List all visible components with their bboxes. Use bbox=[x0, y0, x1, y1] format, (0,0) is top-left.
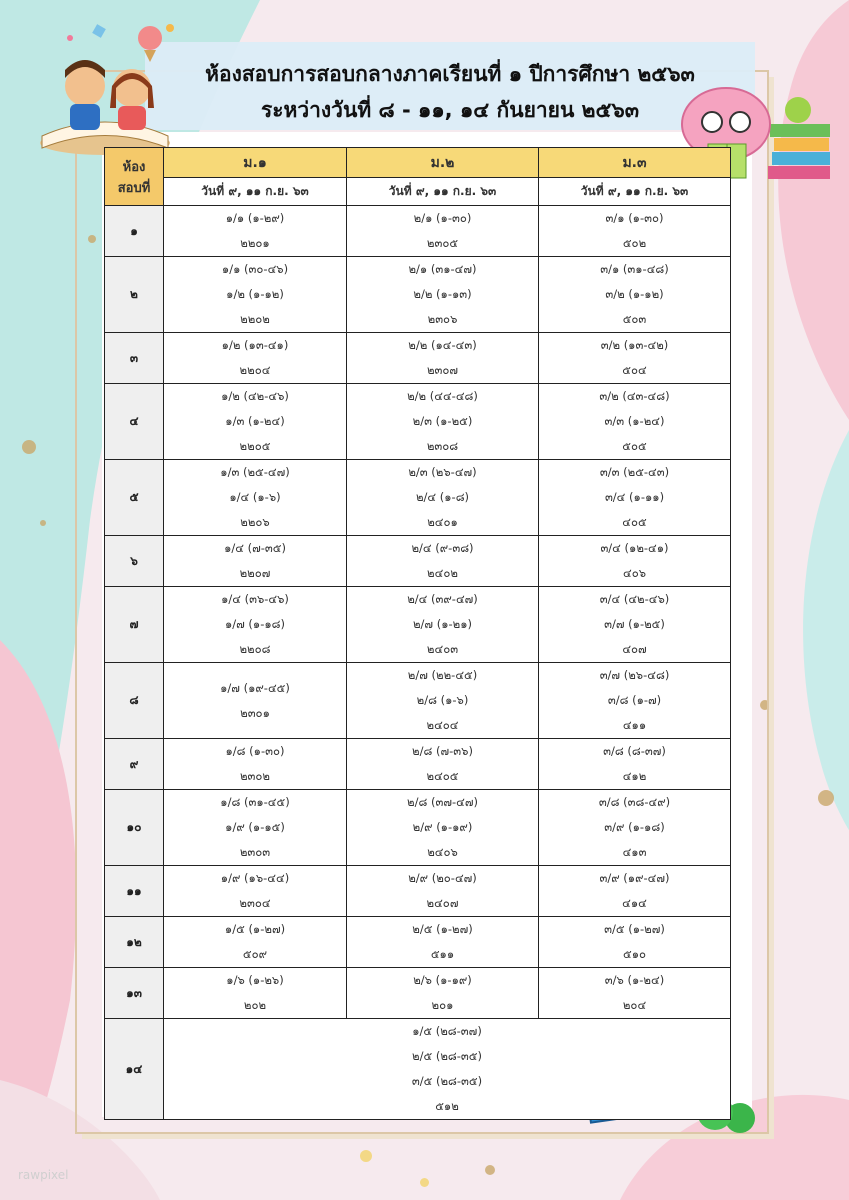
cell-line: ๒๐๑ bbox=[431, 998, 454, 1012]
exam-cell bbox=[347, 739, 539, 790]
table-row bbox=[105, 333, 731, 384]
exam-cell bbox=[164, 739, 347, 790]
exam-cell bbox=[347, 917, 539, 968]
exam-cell bbox=[164, 663, 347, 739]
table-row bbox=[105, 866, 731, 917]
cell-line: ๒/๔ (๑-๘) bbox=[415, 490, 470, 504]
exam-cell bbox=[347, 333, 539, 384]
cell-line: ๓/๔ (๔๒-๔๖) bbox=[599, 592, 670, 606]
cell-line: ๒๓๐๕ bbox=[426, 236, 459, 250]
cell-line: ๒/๑ (๑-๓๐) bbox=[413, 211, 472, 225]
cell-line: ๒๔๐๕ bbox=[426, 769, 459, 783]
cell-line: ๑/๑ (๓๐-๔๖) bbox=[221, 262, 289, 276]
exam-cell bbox=[164, 384, 347, 460]
exam-cell bbox=[347, 968, 539, 1019]
room-number: ๑๐ bbox=[105, 790, 164, 866]
cell-line: ๓/๔ (๑๒-๔๑) bbox=[600, 541, 669, 555]
table-row bbox=[105, 663, 731, 739]
cell-line: ๓/๒ (๔๓-๔๘) bbox=[599, 389, 670, 403]
cell-line: ๓/๔ (๑-๑๑) bbox=[604, 490, 665, 504]
room-number: ๔ bbox=[105, 384, 164, 460]
cell-line: ๒๔๐๔ bbox=[426, 718, 459, 732]
exam-cell bbox=[539, 790, 731, 866]
exam-cell bbox=[164, 257, 347, 333]
cell-line: ๒๒๐๖ bbox=[240, 515, 270, 529]
cell-line: ๒/๒ (๑-๑๓) bbox=[413, 287, 472, 301]
cell-line: ๑/๙ (๑-๑๕) bbox=[225, 820, 285, 834]
cell-line: ๒/๑ (๓๑-๔๗) bbox=[408, 262, 477, 276]
exam-cell bbox=[164, 333, 347, 384]
room-number: ๓ bbox=[105, 333, 164, 384]
cell-line: ๓/๕ (๒๘-๓๕) bbox=[411, 1074, 483, 1088]
exam-cell bbox=[347, 790, 539, 866]
cell-line: ๒๐๒ bbox=[243, 998, 267, 1012]
room-number: ๑ bbox=[105, 206, 164, 257]
exam-cell bbox=[539, 460, 731, 536]
exam-cell bbox=[164, 917, 347, 968]
cell-line: ๔๑๑ bbox=[622, 718, 647, 732]
cell-line: ๕๐๓ bbox=[622, 312, 647, 326]
cell-line: ๒๔๐๖ bbox=[427, 845, 458, 859]
grade-header-m1: ม.๑ bbox=[164, 148, 347, 178]
exam-cell bbox=[539, 536, 731, 587]
page-title: ห้องสอบการสอบกลางภาคเรียนที่ ๑ ปีการศึกษา ๒๕๖๓ bbox=[205, 62, 695, 86]
table-row bbox=[105, 739, 731, 790]
room-header-line1: ห้อง bbox=[122, 159, 146, 175]
table-row bbox=[105, 968, 731, 1019]
cell-line: ๒/๗ (๑-๒๑) bbox=[412, 617, 473, 631]
cell-line: ๒๓๐๒ bbox=[239, 769, 271, 783]
exam-cell bbox=[539, 739, 731, 790]
exam-cell bbox=[164, 968, 347, 1019]
cell-line: ๓/๗ (๒๖-๔๘) bbox=[599, 668, 670, 682]
cell-line: ๑/๔ (๓๖-๔๖) bbox=[221, 592, 289, 606]
cell-line: ๒๒๐๔ bbox=[239, 363, 271, 377]
exam-cell bbox=[164, 587, 347, 663]
cell-line: ๒/๕ (๒๘-๓๕) bbox=[412, 1049, 482, 1063]
date-header-m1: วันที่ ๙, ๑๑ ก.ย. ๖๓ bbox=[164, 178, 347, 206]
cell-line: ๒๒๐๑ bbox=[240, 236, 270, 250]
cell-line: ๑/๑ (๑-๒๙) bbox=[225, 211, 285, 225]
watermark: rawpixel bbox=[18, 1168, 69, 1182]
room-header-line2: สอบที่ bbox=[117, 180, 151, 196]
exam-room-table bbox=[104, 147, 731, 1120]
cell-line: ๒/๘ (๓๗-๔๗) bbox=[407, 795, 478, 809]
cell-line: ๓/๗ (๑-๒๕) bbox=[604, 617, 665, 631]
date-header-m2: วันที่ ๙, ๑๑ ก.ย. ๖๓ bbox=[347, 178, 539, 206]
cell-line: ๓/๙ (๑-๑๘) bbox=[604, 820, 665, 834]
exam-cell bbox=[347, 384, 539, 460]
cell-line: ๓/๑ (๑-๓๐) bbox=[605, 211, 664, 225]
exam-cell bbox=[539, 917, 731, 968]
exam-cell bbox=[347, 587, 539, 663]
exam-cell bbox=[164, 790, 347, 866]
cell-line: ๕๐๙ bbox=[242, 947, 268, 961]
table-row bbox=[105, 384, 731, 460]
cell-line: ๑/๕ (๑-๒๗) bbox=[224, 922, 286, 936]
exam-cell bbox=[539, 968, 731, 1019]
room-number: ๑๔ bbox=[105, 1019, 164, 1120]
cell-line: ๑/๗ (๑๙-๔๕) bbox=[220, 680, 290, 695]
exam-cell bbox=[539, 257, 731, 333]
cell-line: ๒/๕ (๑-๒๗) bbox=[412, 922, 473, 936]
cell-line: ๒/๔ (๙-๓๘) bbox=[411, 541, 474, 555]
cell-line: ๕๐๔ bbox=[622, 363, 647, 377]
cell-line: ๒๓๐๖ bbox=[427, 312, 458, 326]
cell-line: ๒/๓ (๒๖-๔๗) bbox=[408, 465, 477, 479]
exam-cell bbox=[539, 587, 731, 663]
table-row bbox=[105, 917, 731, 968]
kids-reading-illustration bbox=[30, 8, 180, 158]
cell-line: ๓/๘ (๑-๗) bbox=[607, 693, 662, 707]
cell-line: ๓/๓ (๑-๒๔) bbox=[604, 414, 665, 428]
exam-cell bbox=[539, 206, 731, 257]
exam-cell bbox=[539, 384, 731, 460]
cell-line: ๑/๒ (๑๓-๔๑) bbox=[221, 338, 289, 352]
table-row bbox=[105, 587, 731, 663]
cell-line: ๑/๘ (๑-๓๐) bbox=[225, 744, 285, 758]
cell-line: ๒/๒ (๔๔-๔๘) bbox=[407, 389, 478, 403]
cell-line: ๒๔๐๑ bbox=[427, 515, 458, 529]
cell-line: ๒๔๐๓ bbox=[426, 642, 459, 656]
cell-line: ๑/๒ (๔๒-๔๖) bbox=[221, 389, 289, 403]
cell-line: ๑/๙ (๑๖-๔๔) bbox=[220, 871, 290, 885]
cell-line: ๕๐๒ bbox=[622, 236, 647, 250]
cell-line: ๑/๖ (๑-๒๖) bbox=[226, 973, 284, 987]
exam-cell bbox=[539, 663, 731, 739]
exam-cell bbox=[347, 460, 539, 536]
cell-line: ๒/๒ (๑๔-๔๓) bbox=[408, 338, 477, 352]
room-header bbox=[105, 148, 164, 206]
cell-line: ๓/๘ (๓๘-๔๙) bbox=[598, 795, 671, 809]
cell-line: ๒/๘ (๑-๖) bbox=[416, 693, 469, 707]
cell-line: ๒๓๐๓ bbox=[239, 845, 271, 859]
cell-line: ๑/๔ (๑-๖) bbox=[229, 490, 281, 504]
cell-line: ๒/๔ (๓๙-๔๗) bbox=[407, 592, 478, 606]
cell-line: ๒/๖ (๑-๑๙) bbox=[413, 973, 472, 987]
room-number: ๒ bbox=[105, 257, 164, 333]
cell-line: ๒๓๐๔ bbox=[239, 896, 271, 910]
cell-line: ๒/๓ (๑-๒๕) bbox=[412, 414, 473, 428]
table-row bbox=[105, 790, 731, 866]
exam-cell bbox=[164, 206, 347, 257]
cell-line: ๒๓๐๘ bbox=[426, 439, 459, 453]
cell-line: ๕๑๑ bbox=[430, 947, 455, 961]
cell-line: ๓/๓ (๒๕-๔๓) bbox=[599, 465, 670, 479]
cell-line: ๔๐๕ bbox=[622, 515, 647, 529]
room-number: ๑๓ bbox=[105, 968, 164, 1019]
cell-line: ๓/๑ (๓๑-๔๘) bbox=[600, 262, 669, 276]
exam-cell bbox=[164, 536, 347, 587]
grade-header-m3: ม.๓ bbox=[539, 148, 731, 178]
cell-line: ๔๑๓ bbox=[622, 845, 647, 859]
cell-line: ๒/๙ (๑-๑๙) bbox=[412, 820, 473, 834]
cell-line: ๒/๗ (๒๒-๔๕) bbox=[407, 668, 478, 682]
table-row bbox=[105, 1019, 731, 1120]
table-row bbox=[105, 536, 731, 587]
cell-line: ๒๔๐๗ bbox=[426, 896, 459, 910]
exam-cell bbox=[347, 257, 539, 333]
cell-line: ๕๑๐ bbox=[622, 947, 647, 961]
cell-line: ๑/๕ (๒๘-๓๗) bbox=[412, 1024, 482, 1038]
exam-cell bbox=[347, 536, 539, 587]
exam-cell bbox=[164, 460, 347, 536]
cell-line: ๒/๘ (๗-๓๖) bbox=[412, 744, 473, 758]
cell-line: ๒๒๐๘ bbox=[239, 642, 271, 656]
exam-cell bbox=[539, 333, 731, 384]
exam-cell bbox=[347, 206, 539, 257]
cell-line: ๑/๓ (๑-๒๔) bbox=[225, 414, 285, 428]
cell-line: ๒๓๐๑ bbox=[240, 705, 270, 720]
page-subtitle: ระหว่างวันที่ ๘ - ๑๑, ๑๔ กันยายน ๒๕๖๓ bbox=[260, 98, 640, 122]
cell-line: ๔๑๔ bbox=[622, 896, 647, 910]
exam-cell bbox=[347, 663, 539, 739]
room-number: ๑๑ bbox=[105, 866, 164, 917]
cell-line: ๑/๒ (๑-๑๒) bbox=[226, 287, 284, 301]
cell-line: ๓/๒ (๑๓-๔๒) bbox=[600, 338, 669, 352]
room-number: ๗ bbox=[105, 587, 164, 663]
table-row bbox=[105, 257, 731, 333]
cell-line: ๒๒๐๕ bbox=[239, 439, 271, 453]
room-number: ๑๒ bbox=[105, 917, 164, 968]
cell-line: ๒/๙ (๒๐-๔๗) bbox=[408, 871, 477, 885]
cell-line: ๓/๒ (๑-๑๒) bbox=[605, 287, 664, 301]
cell-line: ๕๐๕ bbox=[622, 439, 647, 453]
room-number: ๖ bbox=[105, 536, 164, 587]
exam-cell-merged bbox=[164, 1019, 731, 1120]
cell-line: ๑/๘ (๓๑-๔๕) bbox=[220, 795, 290, 809]
cell-line: ๑/๗ (๑-๑๘) bbox=[224, 617, 286, 631]
room-number: ๕ bbox=[105, 460, 164, 536]
exam-cell bbox=[347, 866, 539, 917]
cell-line: ๒๒๐๗ bbox=[239, 566, 271, 580]
cell-line: ๓/๖ (๑-๒๔) bbox=[604, 973, 665, 987]
cell-line: ๔๐๖ bbox=[622, 566, 647, 580]
room-number: ๙ bbox=[105, 739, 164, 790]
cell-line: ๔๐๗ bbox=[622, 642, 647, 656]
cell-line: ๑/๓ (๒๕-๔๗) bbox=[220, 465, 290, 479]
cell-line: ๒๒๐๒ bbox=[240, 312, 270, 326]
cell-line: ๒๐๔ bbox=[622, 998, 647, 1012]
cell-line: ๔๑๒ bbox=[622, 769, 647, 783]
cell-line: ๕๑๒ bbox=[435, 1099, 459, 1113]
cell-line: ๓/๘ (๘-๓๗) bbox=[603, 744, 666, 758]
cell-line: ๑/๔ (๗-๓๕) bbox=[224, 541, 286, 555]
grade-header-m2: ม.๒ bbox=[347, 148, 539, 178]
exam-cell bbox=[539, 866, 731, 917]
cell-line: ๒๔๐๒ bbox=[427, 566, 458, 580]
cell-line: ๓/๕ (๑-๒๗) bbox=[604, 922, 665, 936]
table-row bbox=[105, 206, 731, 257]
table-row bbox=[105, 460, 731, 536]
cell-line: ๓/๙ (๑๙-๔๗) bbox=[599, 871, 670, 885]
exam-cell bbox=[164, 866, 347, 917]
cell-line: ๒๓๐๗ bbox=[426, 363, 459, 377]
date-header-m3: วันที่ ๙, ๑๑ ก.ย. ๖๓ bbox=[539, 178, 731, 206]
room-number: ๘ bbox=[105, 663, 164, 739]
